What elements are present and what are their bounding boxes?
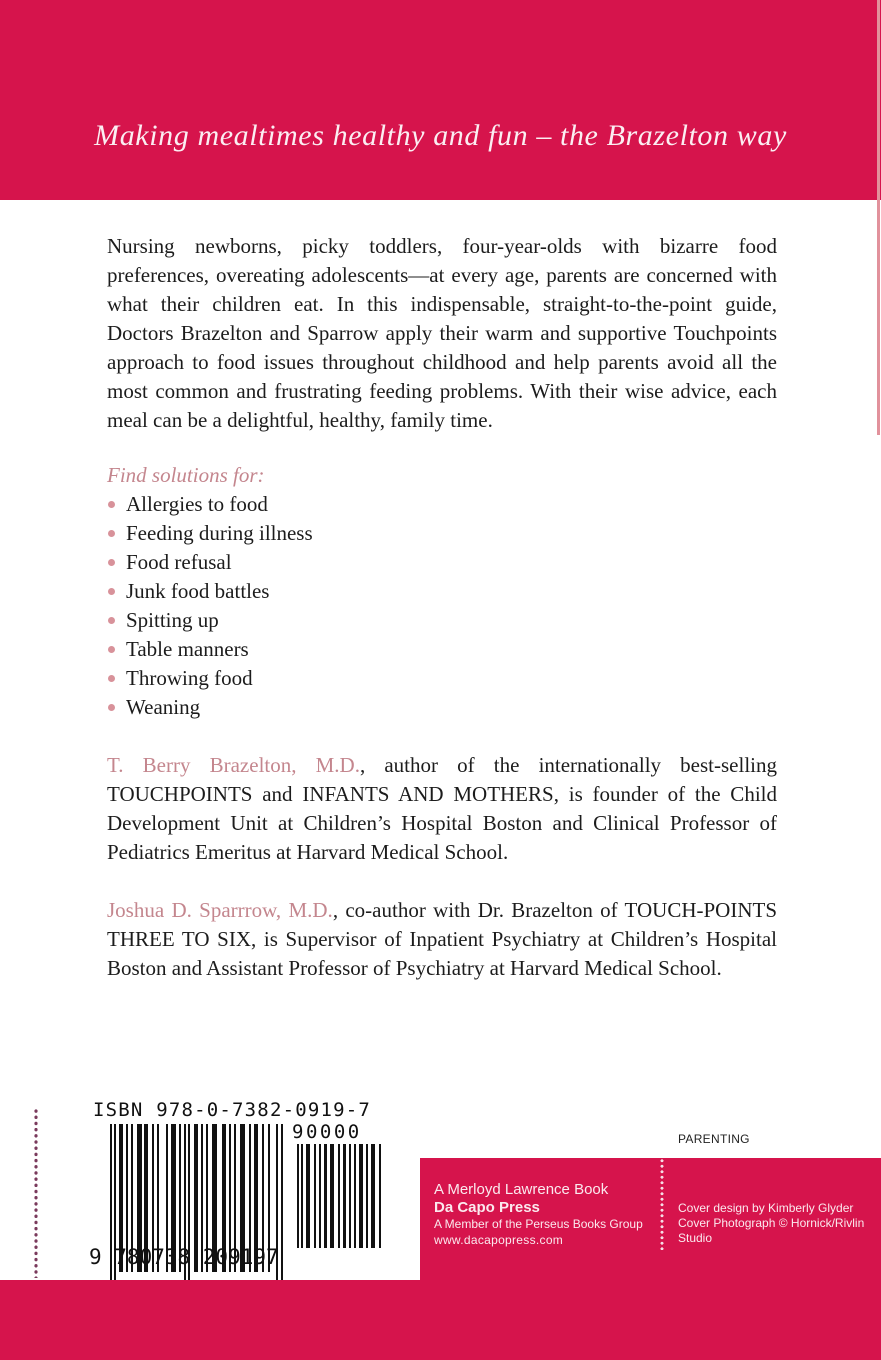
main-content xyxy=(107,232,777,983)
author-name: T. Berry Brazelton, M.D. xyxy=(107,753,360,777)
imprint-line: A Merloyd Lawrence Book xyxy=(434,1181,609,1198)
solutions-list xyxy=(107,490,777,722)
bullet-icon xyxy=(108,646,115,653)
barcode-addon-icon xyxy=(297,1144,385,1248)
publisher-url: www.dacapopress.com xyxy=(434,1233,564,1247)
isbn-label: ISBN 978-0-7382-0919-7 xyxy=(93,1099,372,1121)
blurb-paragraph: Nursing newborns, picky toddlers, four-year-olds with bizarre food preferences, overeating adolescents—at every age, parents are concerned with what their children eat. In this indispensable, straight-to-the-point guide, Doctors Brazelton and Sparrow apply their warm and supportive Touchpoints approach to food issues throughout childhood and help parents avoid all the most common and frustrating feeding problems. With their wise advice, each meal can be a delightful, healthy, family time. xyxy=(107,234,777,432)
bullet-icon xyxy=(108,559,115,566)
publisher-member: A Member of the Perseus Books Group xyxy=(434,1217,643,1231)
list-item: Table manners xyxy=(107,635,777,664)
dotted-cut-line xyxy=(34,1108,38,1278)
cover-credits xyxy=(678,1201,864,1246)
tagline: Making mealtimes healthy and fun – the Brazelton way xyxy=(94,119,787,152)
bullet-icon xyxy=(108,675,115,682)
edge-line xyxy=(877,0,880,435)
footer-band xyxy=(0,1280,881,1360)
list-item: Food refusal xyxy=(107,548,777,577)
author-name: Joshua D. Sparrrow, M.D. xyxy=(107,898,333,922)
author-bio-sparrow: Joshua D. Sparrrow, M.D., co-author with Dr. Brazelton of TOUCH-POINTS THREE TO SIX, is Supervisor of Inpatient Psychiatry at Children’s Hospital Boston and Assistant Professor of Psychiatry at Harvard Medical School. xyxy=(107,898,778,980)
header-band xyxy=(0,0,881,200)
list-item: Junk food battles xyxy=(107,577,777,606)
author-bio-brazelton: T. Berry Brazelton, M.D., author of the internationally best-selling TOUCHPOINTS and INFANTS AND MOTHERS, is founder of the Child Development Unit at Children’s Hospital Boston and Clinical Professor of Pediatrics Emeritus at Harvard Medical School. xyxy=(107,753,777,864)
ean-digits: 9 780738 209197 xyxy=(89,1245,279,1269)
dotted-divider xyxy=(660,1158,664,1250)
list-item: Weaning xyxy=(107,693,777,722)
bullet-icon xyxy=(108,704,115,711)
list-item: Allergies to food xyxy=(107,490,777,519)
bullet-icon xyxy=(108,501,115,508)
publisher-name: Da Capo Press xyxy=(434,1199,540,1216)
barcode-addon-number: 90000 xyxy=(292,1121,362,1143)
photo-credit-cont: Studio xyxy=(678,1231,713,1245)
list-item: Spitting up xyxy=(107,606,777,635)
category-label: PARENTING xyxy=(678,1132,750,1146)
publisher-info xyxy=(434,1180,643,1248)
design-credit: Cover design by Kimberly Glyder xyxy=(678,1201,854,1215)
list-item: Feeding during illness xyxy=(107,519,777,548)
solutions-heading: Find solutions for: xyxy=(107,463,265,487)
photo-credit: Cover Photograph © Hornick/Rivlin xyxy=(678,1216,865,1230)
bullet-icon xyxy=(108,588,115,595)
list-item: Throwing food xyxy=(107,664,777,693)
bullet-icon xyxy=(108,617,115,624)
bullet-icon xyxy=(108,530,115,537)
